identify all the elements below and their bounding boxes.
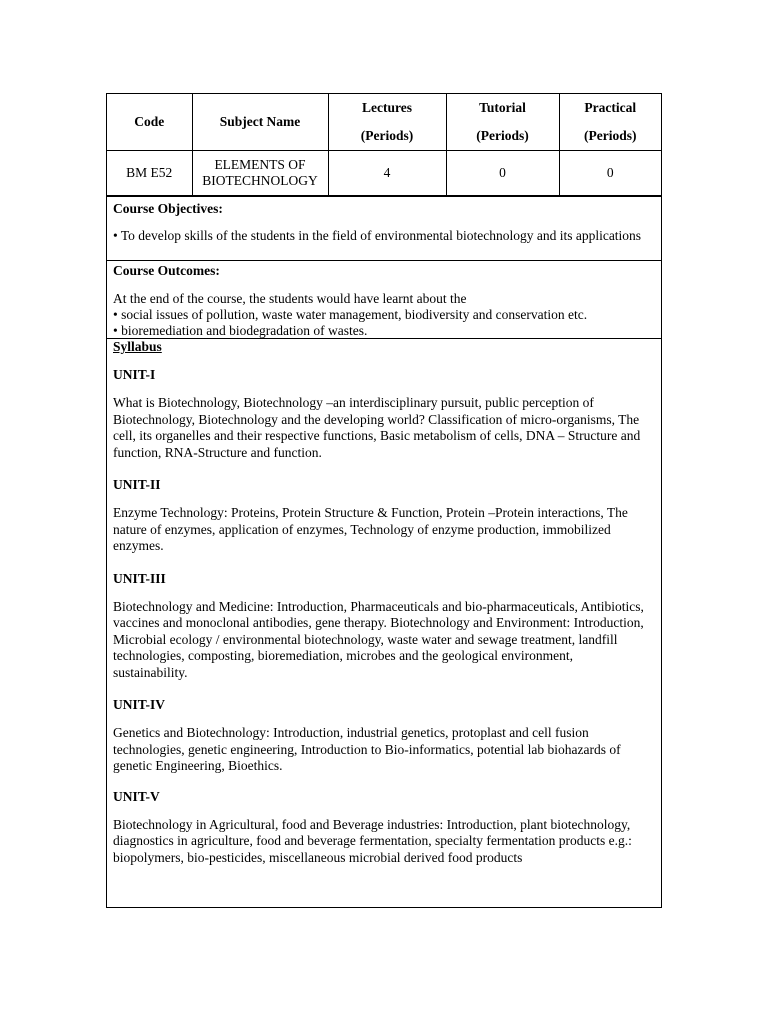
course-outcomes-section [107, 260, 661, 338]
unit-title: UNIT-II [113, 477, 161, 492]
cell-tutorial: 0 [446, 151, 559, 196]
header-subject-name: Subject Name [192, 94, 328, 151]
course-objectives-section [107, 196, 661, 260]
header-lectures: Lectures (Periods) [328, 94, 446, 151]
unit-description: What is Biotechnology, Biotechnology –an interdisciplinary pursuit, public perception of Biotechnology, Biotechnology and the developing world? Classification of micro-organisms, The cell, its organelles and their respective functions, Basic metabolism of cells, DNA – Structure and function, RNA-Structure and function. [113, 395, 641, 460]
unit-title: UNIT-IV [113, 697, 166, 712]
outcome-item: • bioremediation and biodegradation of wastes. [113, 323, 368, 338]
table-header-row [107, 94, 661, 151]
syllabus-section [107, 338, 661, 907]
unit-title: UNIT-I [113, 367, 156, 382]
unit-title: UNIT-V [113, 788, 160, 804]
cell-practical: 0 [559, 151, 661, 196]
outcomes-heading: Course Outcomes: [113, 263, 220, 278]
unit-title: UNIT-III [113, 570, 166, 586]
cell-subject-name: ELEMENTS OF BIOTECHNOLOGY [192, 151, 328, 196]
course-info-table [107, 94, 661, 196]
outcomes-intro: At the end of the course, the students would have learnt about the [113, 291, 467, 306]
unit-description: Biotechnology in Agricultural, food and Beverage industries: Introduction, plant biotechnology, diagnostics in agriculture, food and beverage fermentation, specialty fermentation products e.g.: biopolymers, bio-pesticides, miscellaneous microbial derived food products [113, 816, 632, 865]
header-tutorial: Tutorial (Periods) [446, 94, 559, 151]
outcome-item: • social issues of pollution, waste water management, biodiversity and conservation etc. [113, 307, 588, 322]
unit-description: Genetics and Biotechnology: Introduction, industrial genetics, protoplast and cell fusion technologies, genetic engineering, Introduction to Bio-informatics, potential lab biohazards of genetic Engineering, Bioethics. [113, 725, 621, 773]
cell-lectures: 4 [328, 151, 446, 196]
unit-description: Biotechnology and Medicine: Introduction, Pharmaceuticals and bio-pharmaceuticals, Antibiotics, vaccines and monoclonal antibodies, gene therapy. Biotechnology and Environment: Introduction, Microbial ecology / environmental biotechnology, waste water and sewage treatment, landfill technologies, composting, bioremediation, microbes and the geological environment, sustainability. [113, 598, 644, 680]
course-document [106, 93, 662, 908]
objective-item: • To develop skills of the students in the field of environmental biotechnology and its applications [113, 228, 642, 243]
syllabus-heading: Syllabus [113, 339, 162, 354]
cell-code: BM E52 [107, 151, 192, 196]
unit-description: Enzyme Technology: Proteins, Protein Structure & Function, Protein –Protein interactions, The nature of enzymes, application of enzymes, Technology of enzyme production, immobilized enzymes. [113, 505, 628, 553]
objectives-heading: Course Objectives: [113, 201, 223, 216]
table-row [107, 151, 661, 196]
header-practical: Practical (Periods) [559, 94, 661, 151]
header-code: Code [107, 94, 192, 151]
